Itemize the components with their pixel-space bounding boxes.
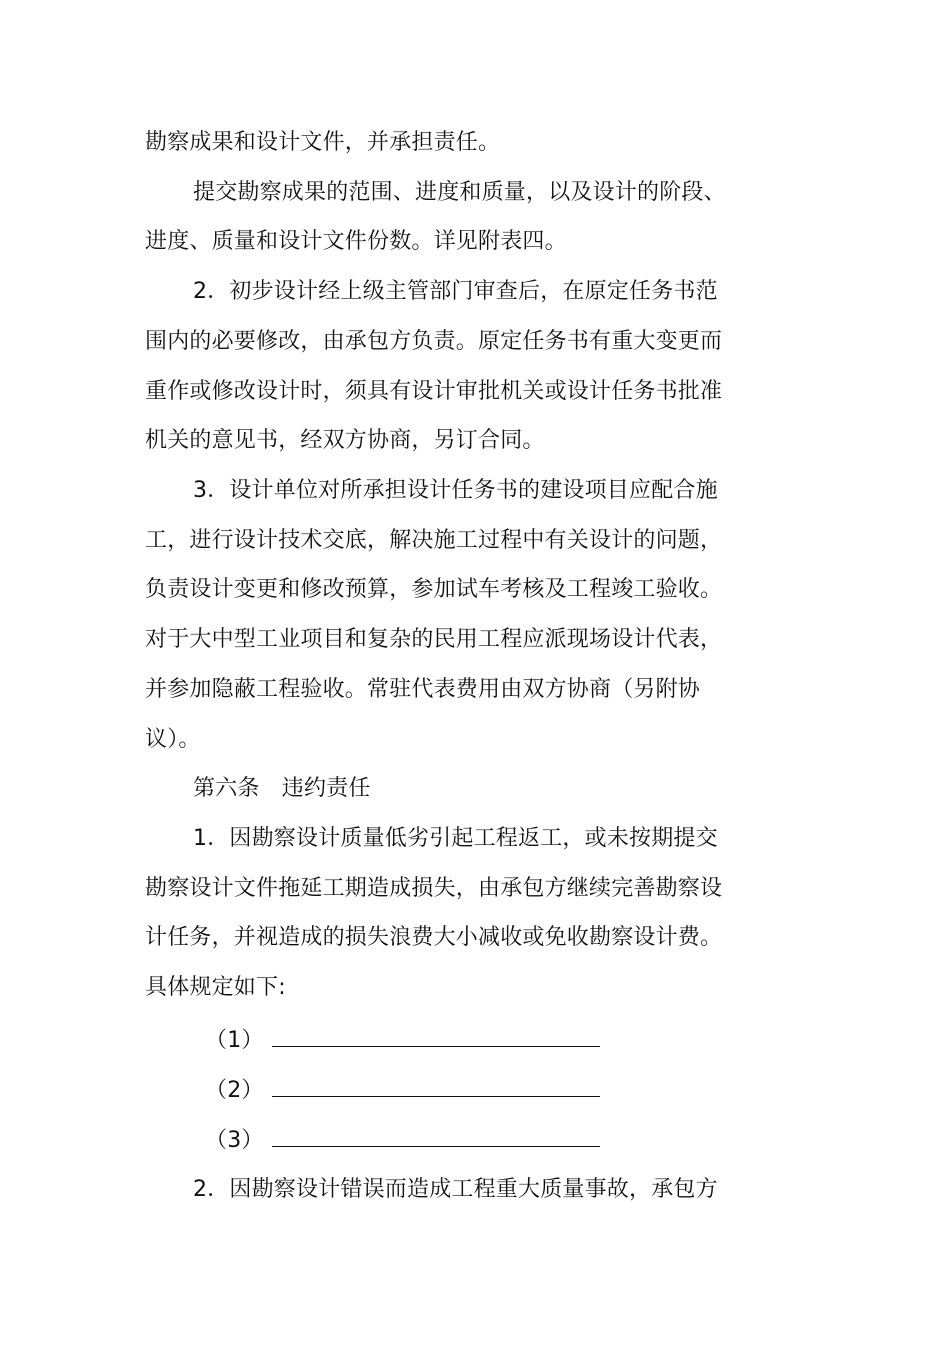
blank-item-label: （2）: [205, 1078, 264, 1103]
fill-in-blank: [272, 1070, 600, 1097]
text-line: 计任务，并视造成的损失浪费大小减收或免收勘察设计费。: [145, 925, 723, 950]
text-line: 重作或修改设计时，须具有设计审批机关或设计任务书批准: [145, 379, 723, 404]
text-line: 具体规定如下:: [145, 975, 286, 1000]
blank-item: [205, 1070, 600, 1110]
text-line: 2．因勘察设计错误而造成工程重大质量事故，承包方: [193, 1177, 718, 1202]
blank-item-label: （3）: [205, 1128, 264, 1153]
fill-in-blank: [272, 1120, 600, 1147]
text-line: 议）。: [145, 727, 201, 752]
blank-item: [205, 1120, 600, 1160]
text-line: 1．因勘察设计质量低劣引起工程返工，或未按期提交: [193, 826, 718, 851]
fill-in-blank: [272, 1020, 600, 1047]
text-line: 工，进行设计技术交底，解决施工过程中有关设计的问题，: [145, 528, 723, 553]
text-line: 2．初步设计经上级主管部门审查后，在原定任务书范: [193, 279, 718, 304]
text-line: 提交勘察成果的范围、进度和质量，以及设计的阶段、: [193, 180, 726, 205]
text-line: 勘察成果和设计文件，并承担责任。: [145, 130, 501, 155]
text-line: 3．设计单位对所承担设计任务书的建设项目应配合施: [193, 478, 718, 503]
text-line: 进度、质量和设计文件份数。详见附表四。: [145, 229, 567, 254]
article-heading: 第六条 违约责任: [193, 776, 371, 801]
blank-item: [205, 1020, 600, 1060]
text-line: 负责设计变更和修改预算，参加试车考核及工程竣工验收。: [145, 577, 723, 602]
text-line: 对于大中型工业项目和复杂的民用工程应派现场设计代表，: [145, 627, 723, 652]
text-line: 机关的意见书，经双方协商，另订合同。: [145, 428, 545, 453]
blank-item-label: （1）: [205, 1028, 264, 1053]
text-line: 围内的必要修改，由承包方负责。原定任务书有重大变更而: [145, 329, 723, 354]
text-line: 并参加隐蔽工程验收。常驻代表费用由双方协商（另附协: [145, 677, 701, 702]
text-line: 勘察设计文件拖延工期造成损失，由承包方继续完善勘察设: [145, 876, 723, 901]
